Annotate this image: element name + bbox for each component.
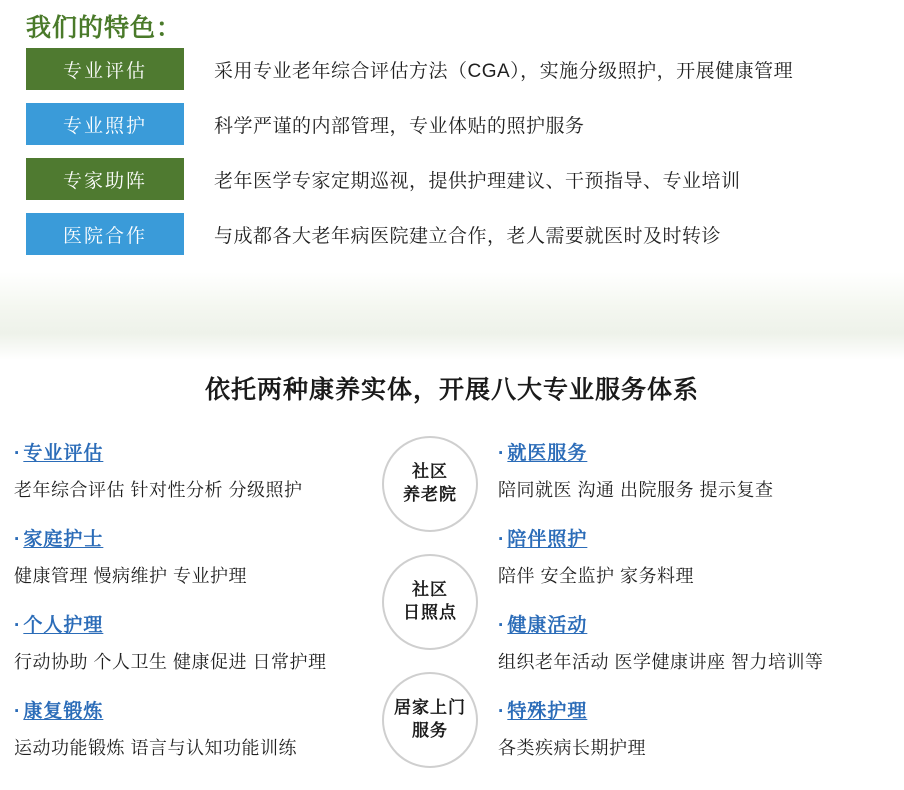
- feature-row: [26, 213, 886, 255]
- feature-tag: 专家助阵: [26, 158, 184, 200]
- entity-circle-line1: 社区: [412, 462, 448, 482]
- features-section: [0, 0, 904, 300]
- service-block: [14, 438, 374, 502]
- feature-tag: 专业照护: [26, 103, 184, 145]
- entity-circle-line2: 服务: [412, 721, 448, 740]
- features-list: [26, 48, 886, 268]
- bullet-icon: ·: [498, 529, 506, 550]
- feature-row: [26, 103, 886, 145]
- feature-description: 采用专业老年综合评估方法（CGA），实施分级照护，开展健康管理: [214, 60, 794, 82]
- services-right-column: [498, 438, 858, 782]
- service-items: 各类疾病长期护理: [498, 738, 646, 758]
- entity-circle-line1: 居家上门: [394, 698, 466, 718]
- services-title: 依托两种康养实体，开展八大专业服务体系: [204, 376, 699, 404]
- service-items: 陪伴 安全监护 家务料理: [498, 566, 695, 586]
- service-block: [498, 696, 858, 760]
- service-heading: [14, 696, 374, 723]
- service-heading-label: 特殊护理: [507, 701, 588, 722]
- entity-circle-line2: 养老院: [403, 485, 457, 504]
- bullet-icon: ·: [14, 701, 22, 722]
- service-heading: [498, 610, 858, 637]
- service-items: 运动功能锻炼 语言与认知功能训练: [14, 738, 297, 758]
- bullet-icon: ·: [498, 615, 506, 636]
- service-heading-label: 专业评估: [23, 443, 104, 464]
- bullet-icon: ·: [14, 615, 22, 636]
- services-section: [0, 360, 904, 782]
- service-block: [498, 524, 858, 588]
- service-block: [14, 524, 374, 588]
- service-heading: [14, 524, 374, 551]
- service-block: [498, 610, 858, 674]
- entity-circle-line1: 社区: [412, 580, 448, 600]
- service-items: 组织老年活动 医学健康讲座 智力培训等: [498, 652, 824, 672]
- entity-circle-line2: 日照点: [403, 603, 457, 622]
- service-heading: [498, 524, 858, 551]
- feature-row: [26, 158, 886, 200]
- service-heading: [498, 438, 858, 465]
- feature-tag: 医院合作: [26, 213, 184, 255]
- entity-circle: [382, 436, 478, 532]
- service-heading-label: 健康活动: [507, 615, 588, 636]
- bullet-icon: ·: [498, 443, 506, 464]
- service-heading-label: 陪伴照护: [507, 529, 588, 550]
- service-heading-label: 家庭护士: [23, 529, 104, 550]
- features-title: 我们的特色：: [26, 14, 183, 42]
- bullet-icon: ·: [498, 701, 506, 722]
- service-items: 老年综合评估 针对性分析 分级照护: [14, 480, 303, 500]
- service-items: 健康管理 慢病维护 专业护理: [14, 566, 248, 586]
- feature-description: 与成都各大老年病医院建立合作，老人需要就医时及时转诊: [214, 225, 722, 247]
- service-heading: [498, 696, 858, 723]
- service-heading-label: 就医服务: [507, 443, 588, 464]
- feature-description: 科学严谨的内部管理，专业体贴的照护服务: [214, 115, 585, 137]
- service-heading: [14, 610, 374, 637]
- entity-circle: [382, 554, 478, 650]
- service-heading: [14, 438, 374, 465]
- entity-circle: [382, 672, 478, 768]
- feature-description: 老年医学专家定期巡视，提供护理建议、干预指导、专业培训: [214, 170, 741, 192]
- feature-row: [26, 48, 886, 90]
- service-heading-label: 康复锻炼: [23, 701, 104, 722]
- bullet-icon: ·: [14, 443, 22, 464]
- feature-tag: 专业评估: [26, 48, 184, 90]
- service-block: [498, 438, 858, 502]
- service-items: 陪同就医 沟通 出院服务 提示复查: [498, 480, 774, 500]
- entity-circles: [382, 436, 492, 790]
- service-block: [14, 610, 374, 674]
- service-heading-label: 个人护理: [23, 615, 104, 636]
- services-left-column: [14, 438, 374, 782]
- section-divider-band: [0, 272, 904, 360]
- service-items: 行动协助 个人卫生 健康促进 日常护理: [14, 652, 327, 672]
- bullet-icon: ·: [14, 529, 22, 550]
- service-block: [14, 696, 374, 760]
